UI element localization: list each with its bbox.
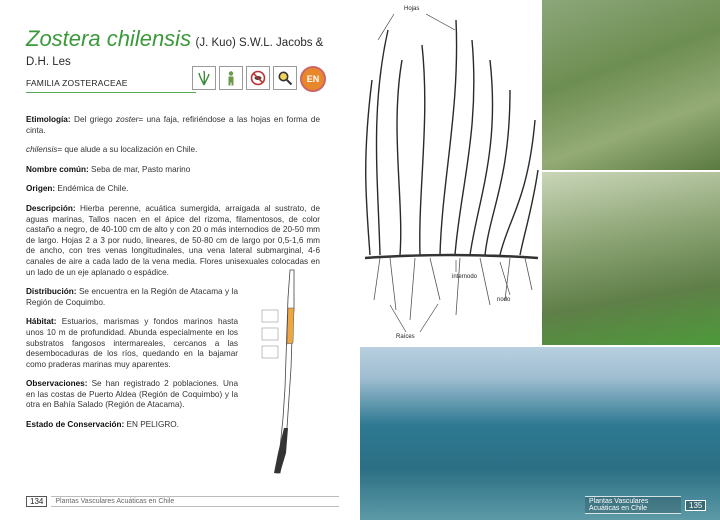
estado-text: EN PELIGRO. xyxy=(124,420,179,430)
etimologia-text-pre: Del griego xyxy=(70,115,117,124)
chilensis-text: = que alude a su localización en Chile. xyxy=(57,145,198,155)
page-number-right: 135 xyxy=(685,500,706,511)
chile-distribution-map xyxy=(258,268,308,478)
photo-seagrass-underwater xyxy=(542,172,720,345)
photo-seagrass-meadow-sea xyxy=(360,347,720,520)
chilensis-paragraph xyxy=(26,145,320,156)
plant-illustration xyxy=(360,0,542,345)
label-nodo: nodo xyxy=(497,297,511,303)
label-raices: Raíces xyxy=(396,334,415,340)
label-internodo: internodo xyxy=(452,274,478,280)
aquatic-plant-icon xyxy=(192,66,216,90)
observaciones-text: Se han registrado 2 poblaciones. Una en las costas de Puerto Aldea (Región de Coquimbo) y la otra en Bahía Salado (Región de Atacama). xyxy=(26,379,238,410)
footer-right xyxy=(585,496,706,514)
etimologia-text-post: = una faja, refiriéndose a las hojas en forma de cinta. xyxy=(26,115,321,135)
footer-left xyxy=(26,496,339,507)
species-title xyxy=(26,26,346,70)
book-title-right: Plantas Vasculares Acuáticas en Chile xyxy=(585,496,681,514)
distribucion-text: Se encuentra en la Región de Atacama y la Región de Coquimbo. xyxy=(26,287,238,307)
origen-text: Endémica de Chile. xyxy=(55,184,129,194)
species-name: Zostera chilensis xyxy=(26,26,192,51)
no-fishing-icon xyxy=(246,66,270,90)
etimologia-paragraph xyxy=(26,115,320,136)
descripcion-label: Descripción: xyxy=(26,203,76,213)
right-page xyxy=(360,0,720,520)
divider xyxy=(26,92,196,93)
page-number-left: 134 xyxy=(26,496,47,507)
estado-label: Estado de Conservación: xyxy=(26,420,125,430)
chilensis-word: chilensis xyxy=(26,145,58,155)
photo-seagrass-closeup xyxy=(542,0,720,170)
distribucion-label: Distribución: xyxy=(26,287,77,297)
habitat-paragraph xyxy=(26,317,238,370)
descripcion-text: Hierba perenne, acuática sumergida, arraigada al sustrato, de aguas marinas, Tallos nacen en el ápice del rizoma, filamentosos, de color castaño a negro, de 40-100 cm de alto y con 20 o más internodios de 20-50 mm de largo. Hojas 2 a 3 por nudo, lineares, de 50-80 cm de largo por 0,5-1,6 mm de ancho, con tres venas longitudinales, una vena lateral submarginal, 4-6 canales de aire a cada lado de la vena media. Flores unisexuales colocadas en un lado de un eje aplanado o espádice. xyxy=(26,203,320,277)
nombre-label: Nombre común: xyxy=(26,164,89,174)
distribucion-paragraph xyxy=(26,287,238,308)
origen-label: Origen: xyxy=(26,184,56,194)
etimologia-label: Etimología: xyxy=(26,115,71,124)
family-label: FAMILIA ZOSTERACEAE xyxy=(26,78,128,88)
icon-strip xyxy=(192,66,326,94)
observaciones-paragraph xyxy=(26,379,238,411)
descripcion-paragraph xyxy=(26,204,320,278)
en-badge: EN xyxy=(300,66,326,92)
nombre-text: Seba de mar, Pasto marino xyxy=(88,164,191,174)
magnifier-icon xyxy=(273,66,297,90)
label-hojas: Hojas xyxy=(404,6,420,12)
nombre-paragraph xyxy=(26,165,320,176)
etimologia-word: zoster xyxy=(116,115,139,124)
habitat-text: Estuarios, marismas y fondos marinos hasta unos 10 m de profundidad. Abunda especialmente en los substratos fangosos intermareales, cercanos a las desembocaduras de los ríos, quedando en la bajamar como praderas marinas muy aparentes. xyxy=(26,317,238,369)
habitat-label: Hábitat: xyxy=(26,317,57,327)
book-title-left: Plantas Vasculares Acuáticas en Chile xyxy=(51,496,339,507)
species-authors: (J. Kuo) S.W.L. Jacobs & D.H. Les xyxy=(26,37,324,68)
origen-paragraph xyxy=(26,184,320,195)
observaciones-label: Observaciones: xyxy=(26,379,88,389)
person-icon xyxy=(219,66,243,90)
estado-paragraph xyxy=(26,420,238,431)
